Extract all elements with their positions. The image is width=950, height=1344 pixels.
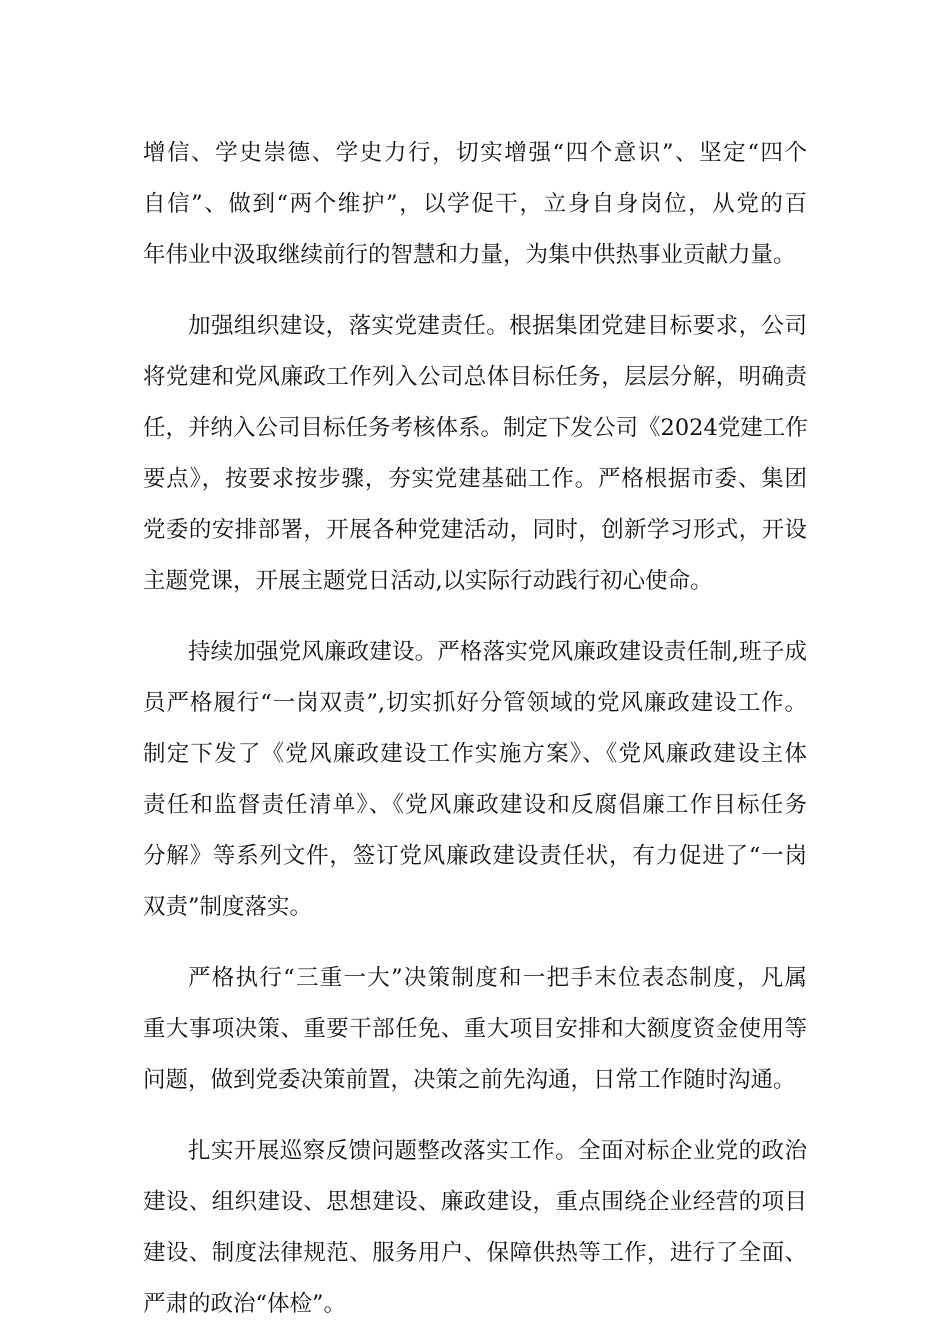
text-line: 双责”制度落实。 xyxy=(143,894,313,920)
paragraph-gap xyxy=(143,607,807,627)
paragraph-gap xyxy=(143,1106,807,1126)
text-line: 建设、组织建设、思想建设、廉政建设，重点围绕企业经营的项目 xyxy=(143,1189,807,1215)
text-line: 问题，做到党委决策前置，决策之前先沟通，日常工作随时沟通。 xyxy=(143,1067,796,1093)
text-line: 员严格履行“一岗双责”,切实抓好分管领域的党风廉政建设工作。 xyxy=(143,690,807,716)
text-line: 持续加强党风廉政建设。严格落实党风廉政建设责任制,班子成 xyxy=(188,639,807,665)
text-line: 重大事项决策、重要干部任免、重大项目安排和大额度资金使用等 xyxy=(143,1016,807,1042)
text-line: 将党建和党风廉政工作列入公司总体目标任务，层层分解，明确责 xyxy=(143,364,807,390)
text-line: 建设、制度法律规范、服务用户、保障供热等工作，进行了全面、 xyxy=(143,1240,807,1266)
text-line: 党委的安排部署，开展各种党建活动，同时，创新学习形式，开设 xyxy=(143,517,807,543)
text-line: 分解》等系列文件，签订党风廉政建设责任状，有力促进了“一岗 xyxy=(143,843,807,869)
paragraph-gap xyxy=(143,933,807,953)
text-line: 年伟业中汲取继续前行的智慧和力量，为集中供热事业贡献力量。 xyxy=(143,242,796,268)
paragraph-gap xyxy=(143,281,807,301)
text-line: 增信、学史崇德、学史力行，切实增强“四个意识”、坚定“四个 xyxy=(143,140,807,166)
text-line: 主题党课，开展主题党日活动,以实际行动践行初心使命。 xyxy=(143,568,713,594)
text-line: 责任和监督责任清单》、《党风廉政建设和反腐倡廉工作目标任务 xyxy=(143,792,807,818)
text-line: 任，并纳入公司目标任务考核体系。制定下发公司《2024党建工作 xyxy=(143,415,808,441)
text-line: 加强组织建设，落实党建责任。根据集团党建目标要求，公司 xyxy=(188,313,807,339)
document-body xyxy=(143,128,807,1330)
paragraph-4 xyxy=(143,953,807,1106)
text-line: 要点》，按要求按步骤，夯实党建基础工作。严格根据市委、集团 xyxy=(143,466,807,492)
text-line: 自信”、做到“两个维护”，以学促干，立身自身岗位，从党的百 xyxy=(143,191,807,217)
paragraph-5 xyxy=(143,1126,807,1330)
text-line: 制定下发了《党风廉政建设工作实施方案》、《党风廉政建设主体 xyxy=(143,741,807,767)
paragraph-2 xyxy=(143,301,807,607)
text-line: 严肃的政治“体检”。 xyxy=(143,1291,347,1317)
paragraph-3 xyxy=(143,627,807,933)
text-line: 扎实开展巡察反馈问题整改落实工作。全面对标企业党的政治 xyxy=(188,1138,807,1164)
text-line: 严格执行“三重一大”决策制度和一把手末位表态制度，凡属 xyxy=(188,965,807,991)
paragraph-1 xyxy=(143,128,807,281)
